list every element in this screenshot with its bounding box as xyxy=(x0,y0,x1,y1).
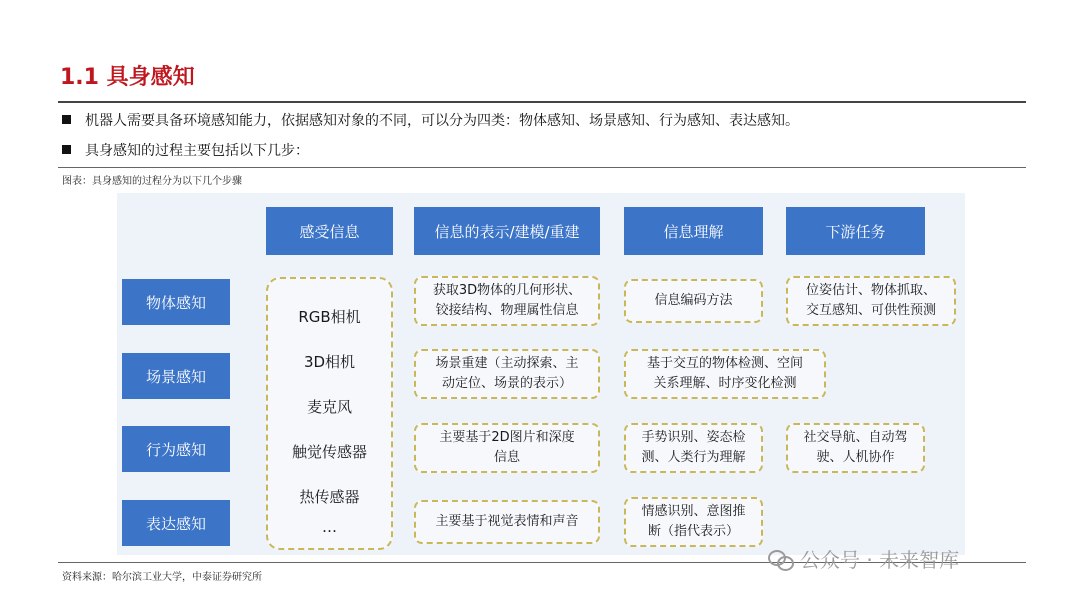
bullet-1-text: 机器人需要具备环境感知能力，依据感知对象的不同，可以分为四类：物体感知、场景感知、行为感知、表达感知。 xyxy=(85,113,799,129)
cell-object-task xyxy=(786,276,956,326)
cell-behavior-representation xyxy=(414,423,600,473)
sensor-item: 触觉传感器 xyxy=(291,443,367,461)
cell-scene-representation xyxy=(414,349,600,399)
cell-text: 社交导航、自动驾 驶、人机协作 xyxy=(803,430,908,465)
source-note: 资料来源：哈尔滨工业大学，中泰证券研究所 xyxy=(62,572,262,583)
sensor-item: RGB相机 xyxy=(298,308,361,326)
watermark xyxy=(768,544,959,573)
cell-object-understanding xyxy=(624,279,763,323)
cell-text: 场景重建（主动探索、主 动定位、场景的表示） xyxy=(435,356,579,391)
sensor-item: 麦克风 xyxy=(306,398,352,416)
title-divider xyxy=(58,101,1026,103)
bullet-1 xyxy=(62,110,799,130)
cell-text: 主要基于2D图片和深度 信息 xyxy=(439,430,575,465)
column-header-sensing: 感受信息 xyxy=(266,207,393,255)
cell-text: 获取3D物体的几何形状、 铰接结构、物理属性信息 xyxy=(432,283,582,318)
slide-title: 1.1 具身感知 xyxy=(60,65,195,90)
figure-divider xyxy=(58,167,1026,168)
cell-scene-understanding xyxy=(624,349,826,399)
cell-behavior-task xyxy=(786,423,925,473)
sensor-item: 热传感器 xyxy=(299,488,360,506)
cell-expression-representation xyxy=(414,500,600,544)
cell-expression-understanding xyxy=(624,497,763,547)
row-label-behavior: 行为感知 xyxy=(122,426,230,472)
column-header-downstream: 下游任务 xyxy=(786,207,925,255)
cell-text: 主要基于视觉表情和声音 xyxy=(435,514,579,529)
bullet-square-icon xyxy=(62,115,71,124)
column-header-understanding: 信息理解 xyxy=(624,207,763,255)
row-label-expression: 表达感知 xyxy=(122,500,230,546)
cell-text: 位姿估计、物体抓取、 交互感知、可供性预测 xyxy=(805,283,936,318)
cell-behavior-understanding xyxy=(624,423,763,473)
bullet-2 xyxy=(62,140,309,160)
wechat-icon xyxy=(768,548,794,570)
sensor-item: … xyxy=(322,518,337,536)
bullet-2-text: 具身感知的过程主要包括以下几步： xyxy=(85,143,309,159)
watermark-text: 公众号 · 未来智库 xyxy=(800,548,960,572)
cell-text: 基于交互的物体检测、空间 关系理解、时序变化检测 xyxy=(646,356,803,391)
cell-text: 手势识别、姿态检 测、人类行为理解 xyxy=(641,430,746,465)
row-label-object: 物体感知 xyxy=(122,279,230,325)
column-header-representation: 信息的表示/建模/重建 xyxy=(414,207,600,255)
sensor-item: 3D相机 xyxy=(303,353,356,371)
figure-caption: 图表：具身感知的过程分为以下几个步骤 xyxy=(62,176,242,187)
row-label-scene: 场景感知 xyxy=(122,353,230,399)
bullet-square-icon xyxy=(62,145,71,154)
cell-text: 情感识别、意图推 断（指代表示） xyxy=(641,504,746,539)
cell-object-representation xyxy=(414,276,600,326)
cell-text: 信息编码方法 xyxy=(654,293,733,308)
